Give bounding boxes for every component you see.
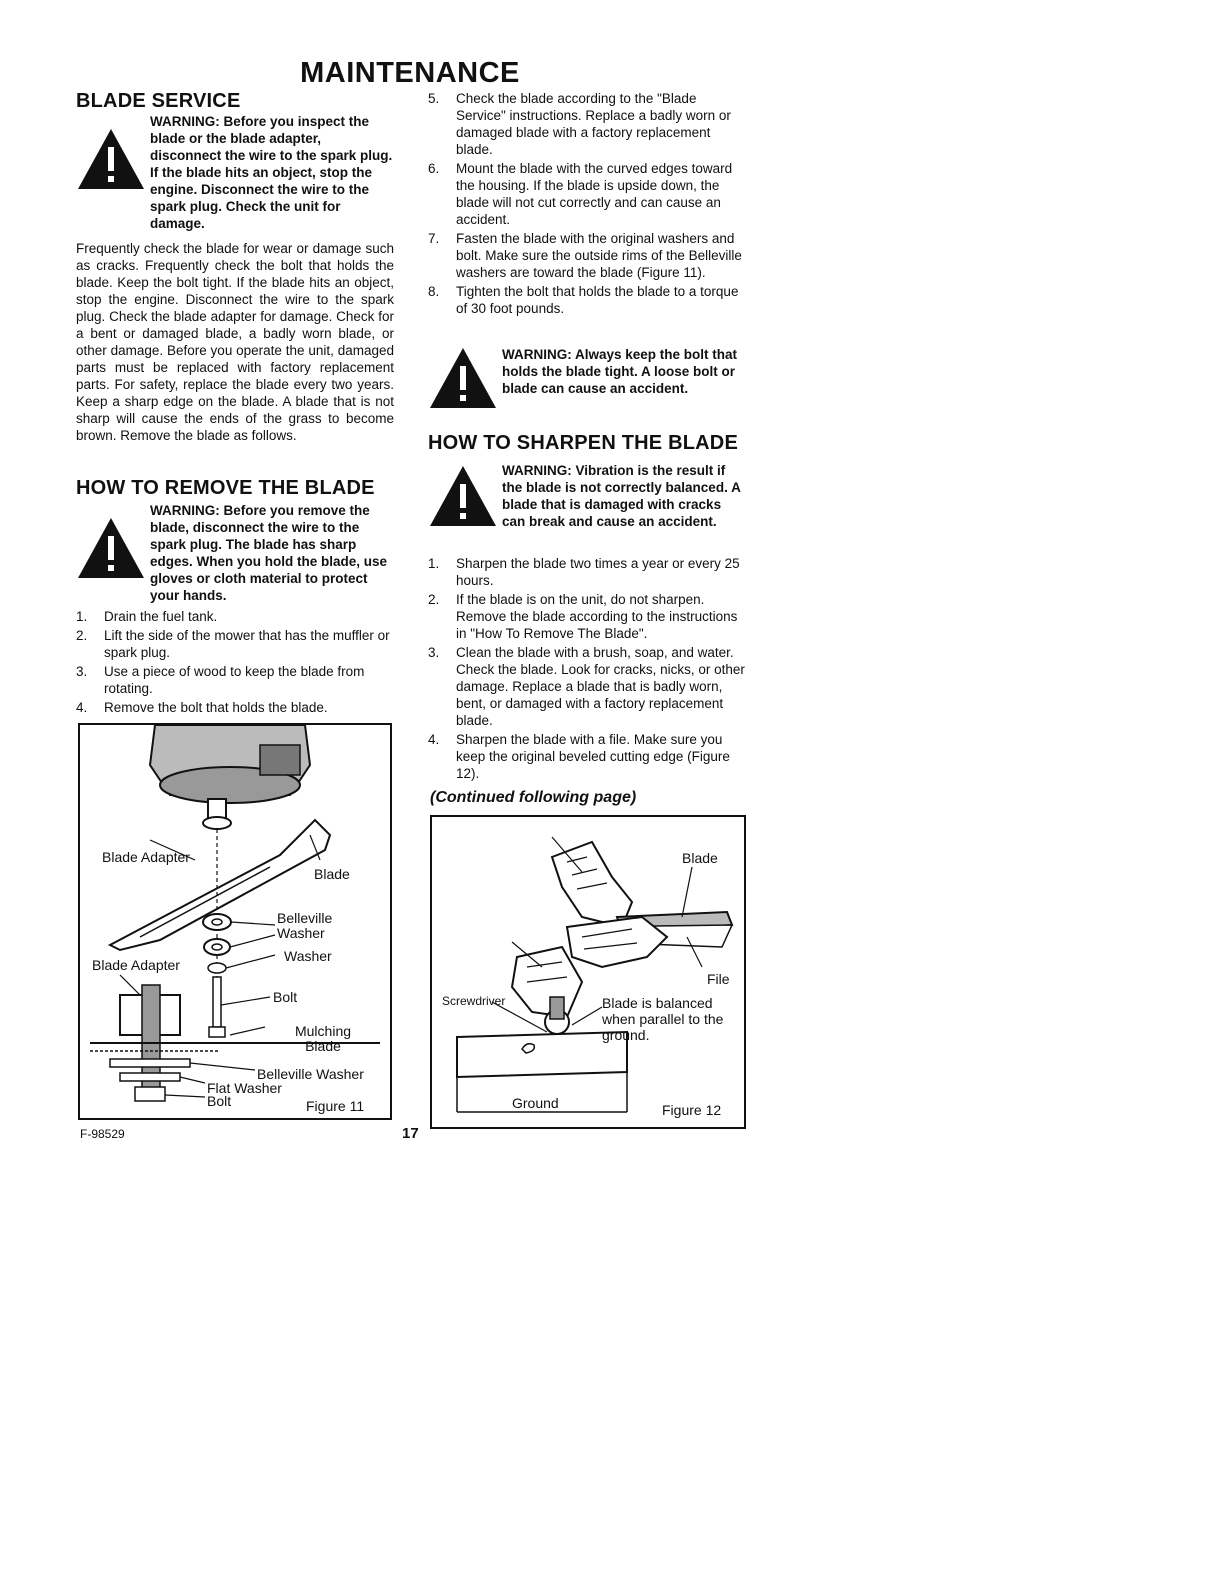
label-bolt-bottom: Bolt	[207, 1093, 232, 1109]
label-blade-adapter-top: Blade Adapter	[102, 849, 190, 865]
list-item: 3. Use a piece of wood to keep the blade from rotating.	[76, 664, 365, 696]
label-blade-adapter-left: Blade Adapter	[92, 957, 180, 973]
label-blade: Blade	[314, 866, 350, 882]
list-item: 3. Clean the blade with a brush, soap, and water. Check the blade. Look for cracks, nicks, or other damage. Replace a blade that is badly worn, bent, or damaged with a factory replacement blade.	[428, 645, 745, 728]
list-item: 6. Mount the blade with the curved edges toward the housing. If the blade is upside down, the blade will not cut correctly and can cause an accident.	[428, 161, 733, 227]
sharpen-blade-steps	[428, 555, 746, 784]
label-washer: Washer	[284, 948, 332, 964]
remove-blade-heading: HOW TO REMOVE THE BLADE	[76, 477, 375, 499]
warning-triangle-icon	[76, 516, 146, 580]
figure-12-caption: Figure 12	[662, 1102, 722, 1118]
warning-triangle-icon	[428, 346, 498, 410]
figure-12	[430, 815, 746, 1129]
list-item: 1. Sharpen the blade two times a year or every 25 hours.	[428, 556, 740, 588]
label-belleville-washer-bottom: Belleville Washer	[257, 1066, 364, 1082]
list-item: 4. Remove the bolt that holds the blade.	[76, 700, 328, 715]
blade-service-heading: BLADE SERVICE	[76, 90, 241, 112]
blade-service-paragraph: Frequently check the blade for wear or damage such as cracks. Frequently check the bolt that holds the blade. Keep the bolt tight. If the blade hits an object, stop the engine. Disconnect the wire to the spark plug. Check the blade adapter for damage. Check for a bent or damaged blade, a badly worn blade, or other damage. Before you operate the unit, damaged parts must be replaced with factory replacement parts. For safety, replace the blade every two years. Keep a sharp edge on the blade. A blade that is not sharp will cause the ends of the grass to become brown. Remove the blade as follows.	[76, 241, 394, 443]
label-screwdriver: Screwdriver	[442, 994, 506, 1008]
bolt-warning: WARNING: Always keep the bolt that holds the blade tight. A loose bolt or blade can cause an accident.	[428, 346, 748, 410]
remove-blade-steps	[76, 608, 394, 718]
list-item: 2. If the blade is on the unit, do not sharpen. Remove the blade according to the instructions in "How To Remove The Blade".	[428, 592, 738, 641]
label-ground: Ground	[512, 1095, 559, 1111]
sharpen-blade-heading: HOW TO SHARPEN THE BLADE	[428, 432, 738, 454]
blade-service-warning: WARNING: Before you inspect the blade or the blade adapter, disconnect the wire to the spark plug. If the blade hits an object, stop the engine. Disconnect the wire to the spark plug. Check the unit for damage.	[76, 113, 396, 232]
list-item: 8. Tighten the bolt that holds the blade to a torque of 30 foot pounds.	[428, 284, 739, 316]
install-blade-steps	[428, 90, 746, 319]
label-flat-washer: Flat Washer	[207, 1080, 282, 1096]
list-item: 7. Fasten the blade with the original washers and bolt. Make sure the outside rims of the Belleville washers are toward the blade (Figure 11).	[428, 231, 742, 280]
continued-note: (Continued following page)	[430, 789, 637, 806]
warning-triangle-icon	[76, 127, 146, 191]
page-number: 17	[402, 1125, 419, 1142]
label-blade-balanced: Blade is balanced when parallel to the ground.	[602, 995, 724, 1043]
figure-11	[78, 723, 392, 1120]
sharpen-blade-warning: WARNING: Vibration is the result if the blade is not correctly balanced. A blade that is damaged with cracks can break and cause an accident.	[428, 462, 748, 530]
label-bolt: Bolt	[273, 989, 298, 1005]
form-number: F-98529	[80, 1127, 125, 1141]
figure-11-caption: Figure 11	[306, 1098, 365, 1114]
page-title: MAINTENANCE	[300, 57, 520, 89]
label-mulching-blade: Mulching Blade	[294, 1023, 352, 1054]
label-belleville-washer: Belleville Washer	[277, 910, 333, 941]
label-blade: Blade	[682, 850, 718, 866]
list-item: 4. Sharpen the blade with a file. Make sure you keep the original beveled cutting edge (Figure 12).	[428, 732, 730, 781]
list-item: 5. Check the blade according to the "Blade Service" instructions. Replace a badly worn or damaged blade with a factory replacement blade.	[428, 91, 731, 157]
list-item: 2. Lift the side of the mower that has the muffler or spark plug.	[76, 628, 390, 660]
list-item: 1. Drain the fuel tank.	[76, 609, 218, 624]
warning-triangle-icon	[428, 464, 498, 528]
label-file: File	[707, 971, 730, 987]
remove-blade-warning: WARNING: Before you remove the blade, disconnect the wire to the spark plug. The blade has sharp edges. When you hold the blade, use gloves or cloth material to protect your hands.	[76, 502, 396, 604]
